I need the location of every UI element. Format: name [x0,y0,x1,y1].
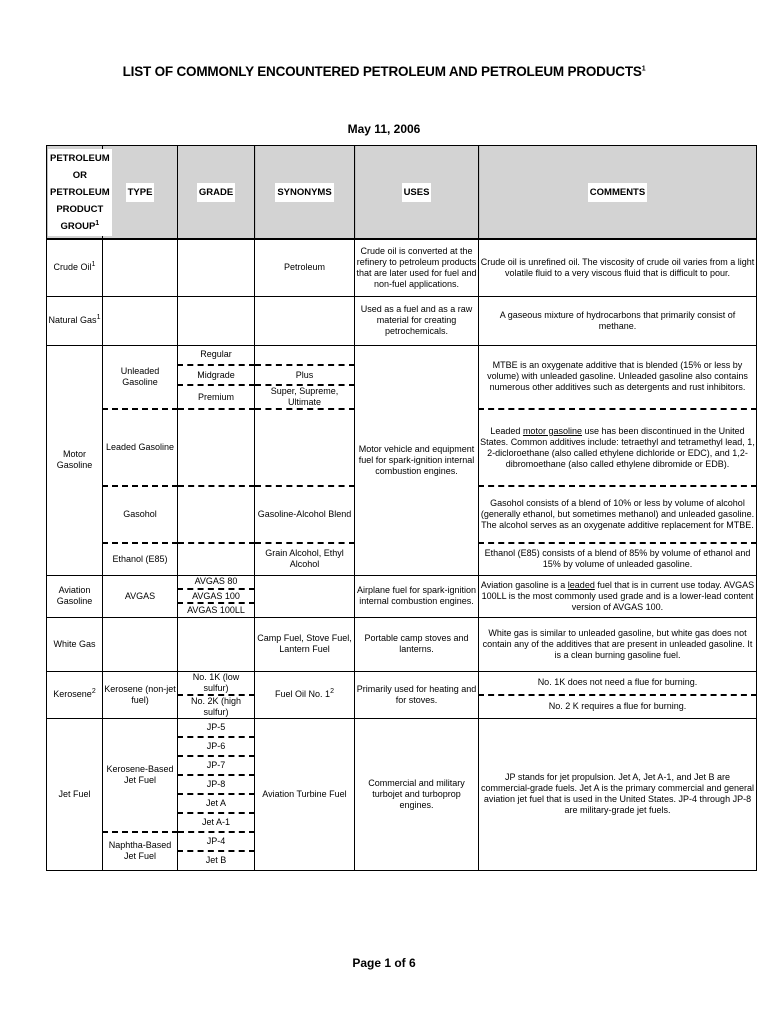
group-cell: Crude Oil$^1$ [47,239,103,296]
type-cell: Kerosene (non-jet fuel) [103,671,178,718]
comments-cell: White gas is similar to unleaded gasoline, but white gas does not contain any of the additives that are present in unleaded gasoline. It is a clean burning gasoline fuel. [479,617,757,671]
grade-cell: Jet A [178,794,255,813]
page-number: Page 1 of 6 [352,956,416,970]
header-uses: USES [355,146,479,240]
header-synonyms: SYNONYMS [255,146,355,240]
synonyms-cell: Petroleum [255,239,355,296]
grade-cell: Midgrade [178,365,255,385]
comments-cell: No. 1K does not need a flue for burning. [479,671,757,695]
grade-cell [178,239,255,296]
uses-cell: Motor vehicle and equipment fuel for spark-ignition internal combustion engines. [355,345,479,575]
table-row [47,239,757,296]
grade-cell [178,617,255,671]
group-cell: Jet Fuel [47,718,103,870]
group-cell: Natural Gas$^1$ [47,296,103,345]
group-cell: Motor Gasoline [47,345,103,575]
table-row [47,617,757,671]
petroleum-products-table [46,145,757,871]
grade-cell: JP-6 [178,737,255,756]
comments-cell: Aviation gasoline is a leaded fuel that is in current use today. AVGAS 100LL is the most commonly used grade and is a lower-lead content version of AVGAS 100. [479,575,757,617]
comments-cell: A gaseous mixture of hydrocarbons that primarily consist of methane. [479,296,757,345]
grade-cell: AVGAS 80 [178,575,255,589]
grade-cell [178,486,255,543]
type-cell: Unleaded Gasoline [103,345,178,409]
comments-cell: Crude oil is unrefined oil. The viscosity of crude oil varies from a light volatile fluid to a very viscous fluid that is difficult to pour. [479,239,757,296]
group-cell: Aviation Gasoline [47,575,103,617]
grade-cell: JP-5 [178,718,255,737]
grade-cell: JP-4 [178,832,255,851]
type-cell [103,617,178,671]
grade-cell: AVGAS 100 [178,589,255,603]
header-grade: GRADE [178,146,255,240]
type-cell: Ethanol (E85) [103,543,178,575]
type-cell [103,296,178,345]
synonyms-cell: Camp Fuel, Stove Fuel, Lantern Fuel [255,617,355,671]
grade-cell: No. 1K (low sulfur) [178,671,255,695]
table-row [47,296,757,345]
type-cell: AVGAS [103,575,178,617]
table-row [47,575,757,589]
comments-cell: Ethanol (E85) consists of a blend of 85% by volume of ethanol and 15% by volume of unleaded gasoline. [479,543,757,575]
title-footnote: 1 [641,65,646,73]
uses-cell: Used as a fuel and as a raw material for creating petrochemicals. [355,296,479,345]
header-comments: COMMENTS [479,146,757,240]
grade-cell: No. 2K (high sulfur) [178,695,255,719]
synonyms-cell: Plus [255,365,355,385]
table-row [47,345,757,365]
grade-cell [178,409,255,486]
comments-cell: MTBE is an oxygenate additive that is blended (15% or less by volume) with unleaded gasoline. Unleaded gasoline also contains numerous other additives such as detergents and rust inhibitors. [479,345,757,409]
grade-cell: Jet B [178,851,255,870]
grade-cell: Jet A-1 [178,813,255,832]
comments-cell: No. 2 K requires a flue for burning. [479,695,757,719]
synonyms-cell: Super, Supreme, Ultimate [255,385,355,409]
grade-cell [178,543,255,575]
synonyms-cell: Grain Alcohol, Ethyl Alcohol [255,543,355,575]
group-cell: White Gas [47,617,103,671]
synonyms-cell: Gasoline-Alcohol Blend [255,486,355,543]
table-header-row [47,146,757,240]
header-type: TYPE [103,146,178,240]
grade-cell: Regular [178,345,255,365]
comments-cell: Gasohol consists of a blend of 10% or less by volume of alcohol (generally ethanol, but sometimes methanol) and unleaded gasoline. The alcohol serves as an oxygenate additive replacement for MTBE. [479,486,757,543]
table-row [47,718,757,737]
synonyms-cell: Aviation Turbine Fuel [255,718,355,870]
type-cell: Naphtha-Based Jet Fuel [103,832,178,870]
group-cell: Kerosene$^2$ [47,671,103,718]
type-cell [103,239,178,296]
synonyms-cell [255,345,355,365]
uses-cell: Portable camp stoves and lanterns. [355,617,479,671]
comments-cell: JP stands for jet propulsion. Jet A, Jet A-1, and Jet B are commercial-grade fuels. Jet A is the primary commercial and general aviation jet fuel that is used in the United States. JP-4 through JP-8 are military-grade jet fuels. [479,718,757,870]
comments-cell: Leaded motor gasoline use has been discontinued in the United States. Common additives include: tetraethyl and tetramethyl lead, 1, 2-dicloroethane (also called ethylene dichloride or EDC), and 1,2-dibromoethane (also called ethylene dibromide or EDB). [479,409,757,486]
synonyms-cell: Fuel Oil No. $1^2$ [255,671,355,718]
type-cell: Kerosene-Based Jet Fuel [103,718,178,832]
uses-cell: Primarily used for heating and for stoves. [355,671,479,718]
grade-cell: AVGAS 100LL [178,603,255,617]
document-date: May 11, 2006 [347,122,421,136]
type-cell: Leaded Gasoline [103,409,178,486]
header-group: PETROLEUM OR PETROLEUM PRODUCT GROUP$^1$ [47,146,103,240]
table-row [47,671,757,695]
grade-cell [178,296,255,345]
grade-cell: Premium [178,385,255,409]
uses-cell: Commercial and military turbojet and turboprop engines. [355,718,479,870]
uses-cell: Airplane fuel for spark-ignition internal combustion engines. [355,575,479,617]
uses-cell: Crude oil is converted at the refinery to petroleum products that are later used for fuel and non-fuel applications. [355,239,479,296]
type-cell: Gasohol [103,486,178,543]
synonyms-cell [255,296,355,345]
document-title: LIST OF COMMONLY ENCOUNTERED PETROLEUM AND PETROLEUM PRODUCTS$^1$ [122,64,646,79]
grade-cell: JP-8 [178,775,255,794]
synonyms-cell [255,575,355,617]
synonyms-cell [255,409,355,486]
grade-cell: JP-7 [178,756,255,775]
